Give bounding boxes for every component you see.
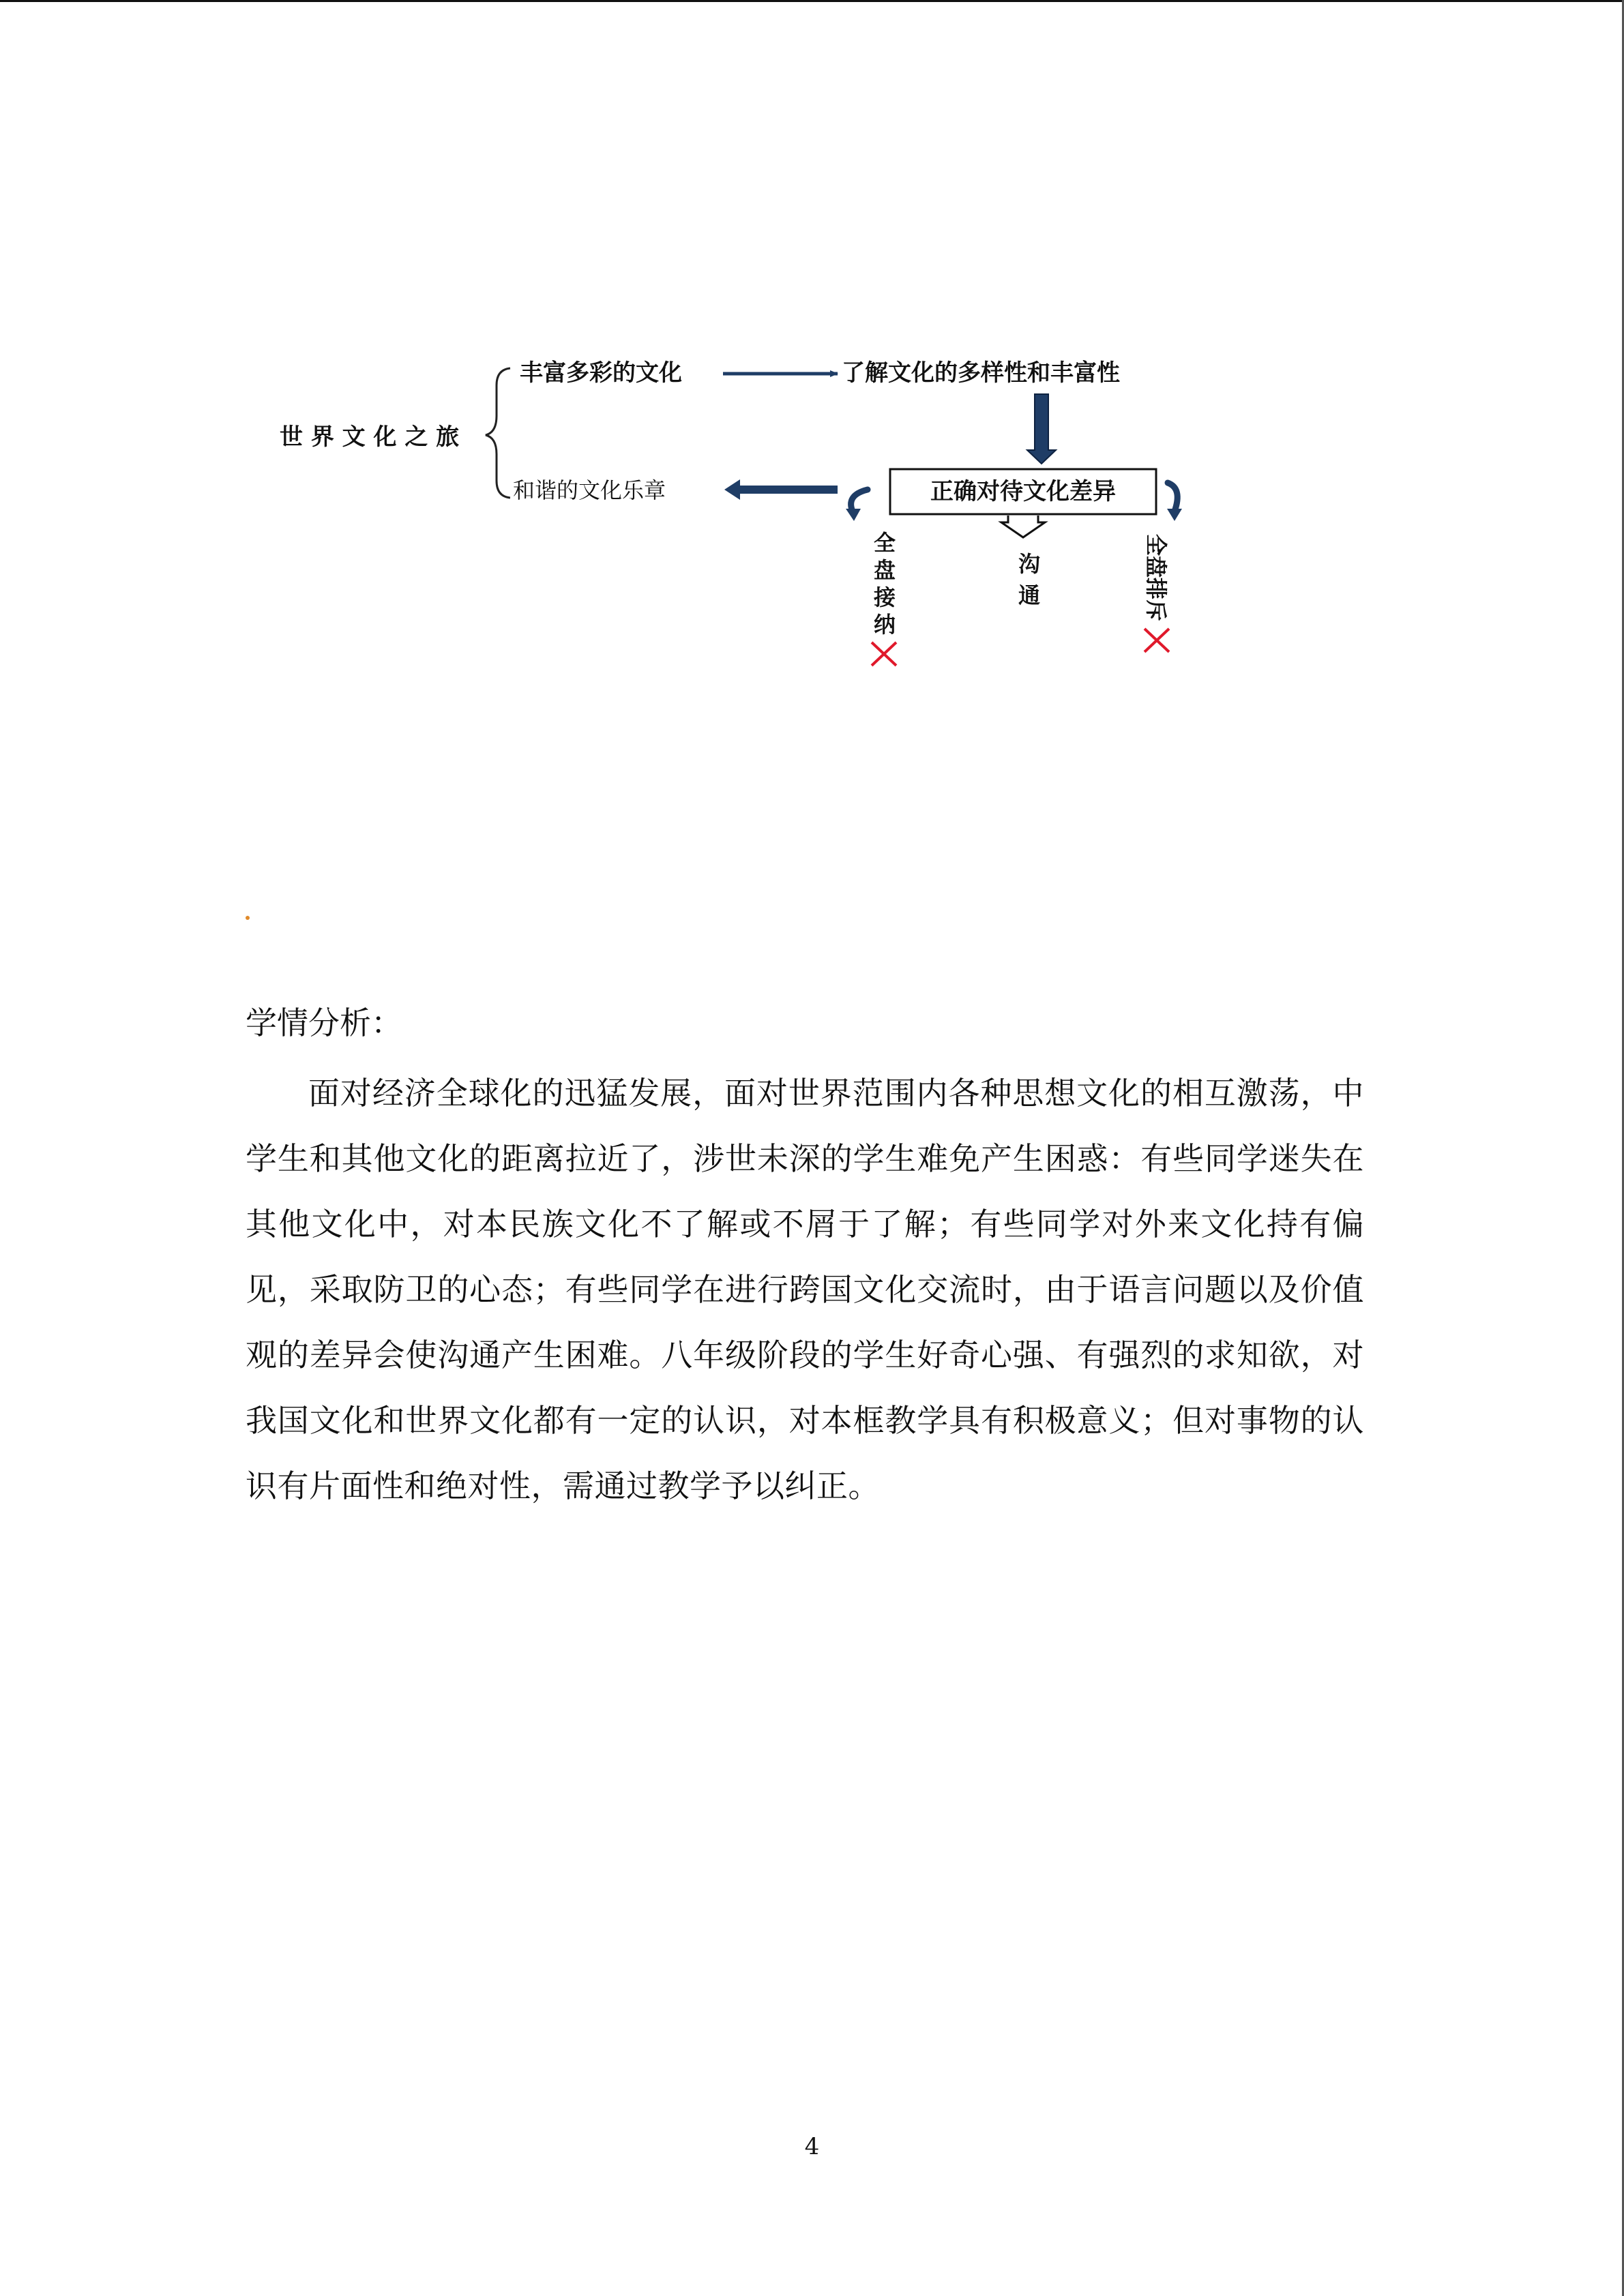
understand-diversity-label: 了解文化的多样性和丰富性 <box>842 359 1120 387</box>
right-curved-arrowhead <box>1167 509 1182 521</box>
branch-rich-culture: 丰富多彩的文化 <box>520 359 682 387</box>
orange-dot-mark <box>246 916 250 920</box>
section-heading: 学情分析： <box>246 1004 402 1041</box>
reject-x-icon-left <box>872 642 896 666</box>
reject-x-icon-right <box>1145 629 1169 652</box>
accept-all-char-4: 纳 <box>873 612 896 638</box>
arrow-to-harmony <box>724 479 838 500</box>
down-arrow-icon <box>1027 394 1056 464</box>
communicate-char-1: 沟 <box>1018 551 1041 577</box>
page-number: 4 <box>804 2133 820 2160</box>
communicate-char-2: 通 <box>1018 582 1041 608</box>
accept-all-char-1: 全 <box>873 530 896 556</box>
analysis-paragraph: 面对经济全球化的迅猛发展，面对世界范围内各种思想文化的相互激荡，中学生和其他文化的距离拉近了，涉世未深的学生难免产生困惑：有些同学迷失在其他文化中，对本民族文化不了解或不屑于了解；有些同学对外来文化持有偏见，采取防卫的心态；有些同学在进行跨国文化交流时，由于语言问题以及价值观的差异会使沟通产生困难。八年级阶段的学生好奇心强、有强烈的求知欲，对我国文化和世界文化都有一定的认识，对本框教学具有积极意义；但对事物的认识有片面性和绝对性，需通过教学予以纠正。 <box>246 1075 1364 1504</box>
left-curved-arrowhead <box>846 509 861 521</box>
diagram-root-label: 世 界 文 化 之 旅 <box>280 423 460 451</box>
accept-all-char-3: 接 <box>873 584 896 610</box>
hollow-arrow-icon <box>1001 516 1045 537</box>
left-curved-arrow-icon <box>851 490 868 511</box>
treat-differences-label: 正确对待文化差异 <box>930 478 1116 505</box>
branch-brace <box>486 368 510 498</box>
world-culture-diagram <box>0 0 1624 716</box>
branch-harmony: 和谐的文化乐章 <box>513 477 666 503</box>
reject-all-label: 全盘排斥 <box>1143 534 1169 622</box>
accept-all-char-2: 盘 <box>873 557 896 583</box>
right-curved-arrow-icon <box>1168 483 1177 511</box>
